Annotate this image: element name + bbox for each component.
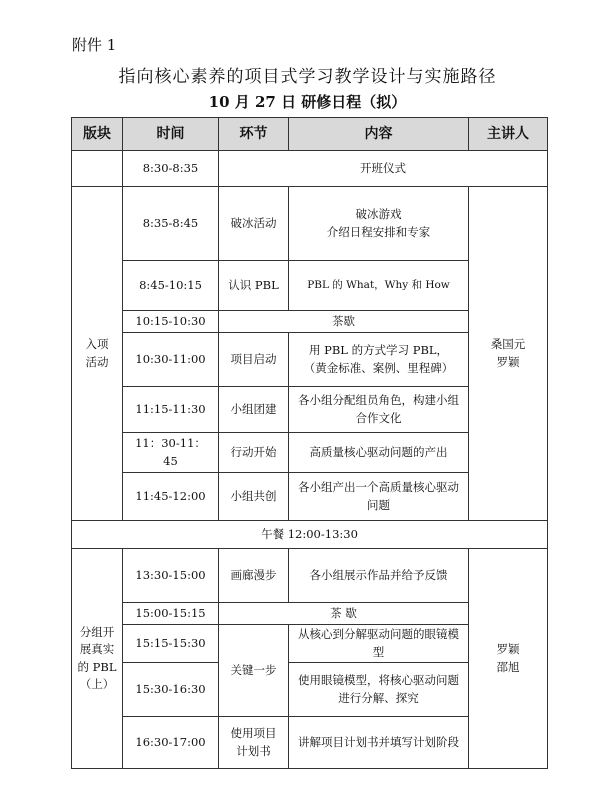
header-row — [72, 118, 548, 151]
speaker-cell: 桑国元 罗颖 — [469, 187, 548, 521]
step-cell: 小组团建 — [219, 387, 289, 433]
block-cell: 入项 活动 — [72, 187, 123, 521]
schedule-table — [71, 117, 548, 769]
time-cell: 8:45-10:15 — [123, 261, 219, 311]
block-cell-empty — [72, 151, 123, 187]
time-cell: 11:15-11:30 — [123, 387, 219, 433]
content-cell: 破冰游戏 介绍日程安排和专家 — [289, 187, 469, 261]
header-speaker: 主讲人 — [469, 118, 548, 151]
time-cell: 11：30-11：45 — [123, 433, 219, 473]
lunch-row — [72, 521, 548, 549]
time-cell: 8:30-8:35 — [123, 151, 219, 187]
step-cell: 小组共创 — [219, 473, 289, 521]
content-cell: 各小组展示作品并给予反馈 — [289, 549, 469, 603]
step-cell: 项目启动 — [219, 333, 289, 387]
step-cell: 破冰活动 — [219, 187, 289, 261]
document-title: 指向核心素养的项目式学习教学设计与实施路径 — [118, 67, 497, 87]
content-cell: 讲解项目计划书并填写计划阶段 — [289, 717, 469, 769]
content-cell: 茶 歇 — [219, 603, 469, 625]
lunch-cell: 午餐 12:00-13:30 — [72, 521, 548, 549]
speaker-cell: 罗颖 邵旭 — [469, 549, 548, 769]
step-cell: 关键一步 — [219, 625, 289, 717]
block-cell: 分组开 展真实 的 PBL （上） — [72, 549, 123, 769]
content-cell: 茶歇 — [219, 311, 469, 333]
content-cell: 从核心到分解驱动问题的眼镜模型 — [289, 625, 469, 663]
step-cell: 画廊漫步 — [219, 549, 289, 603]
content-cell: 用 PBL 的方式学习 PBL， （黄金标准、案例、里程碑） — [289, 333, 469, 387]
content-cell: PBL 的 What，Why 和 How — [289, 261, 469, 311]
annex-label: 附件 1 — [72, 36, 117, 54]
header-time: 时间 — [123, 118, 219, 151]
time-cell: 16:30-17:00 — [123, 717, 219, 769]
content-cell: 使用眼镜模型，将核心驱动问题进行分解、探究 — [289, 663, 469, 717]
time-cell: 15:00-15:15 — [123, 603, 219, 625]
table-row — [72, 187, 548, 261]
time-cell: 10:15-10:30 — [123, 311, 219, 333]
header-content: 内容 — [289, 118, 469, 151]
content-cell: 开班仪式 — [219, 151, 548, 187]
header-block: 版块 — [72, 118, 123, 151]
table-row — [72, 549, 548, 603]
time-cell: 13:30-15:00 — [123, 549, 219, 603]
content-cell: 高质量核心驱动问题的产出 — [289, 433, 469, 473]
step-cell: 认识 PBL — [219, 261, 289, 311]
time-cell: 15:30-16:30 — [123, 663, 219, 717]
step-cell: 使用项目 计划书 — [219, 717, 289, 769]
step-cell: 行动开始 — [219, 433, 289, 473]
time-cell: 8:35-8:45 — [123, 187, 219, 261]
content-cell: 各小组产出一个高质量核心驱动问题 — [289, 473, 469, 521]
time-cell: 11:45-12:00 — [123, 473, 219, 521]
time-cell: 15:15-15:30 — [123, 625, 219, 663]
time-cell: 10:30-11:00 — [123, 333, 219, 387]
table-row — [72, 151, 548, 187]
content-cell: 各小组分配组员角色，构建小组合作文化 — [289, 387, 469, 433]
header-step: 环节 — [219, 118, 289, 151]
schedule-subtitle: 10 月 27 日 研修日程（拟） — [208, 93, 407, 111]
